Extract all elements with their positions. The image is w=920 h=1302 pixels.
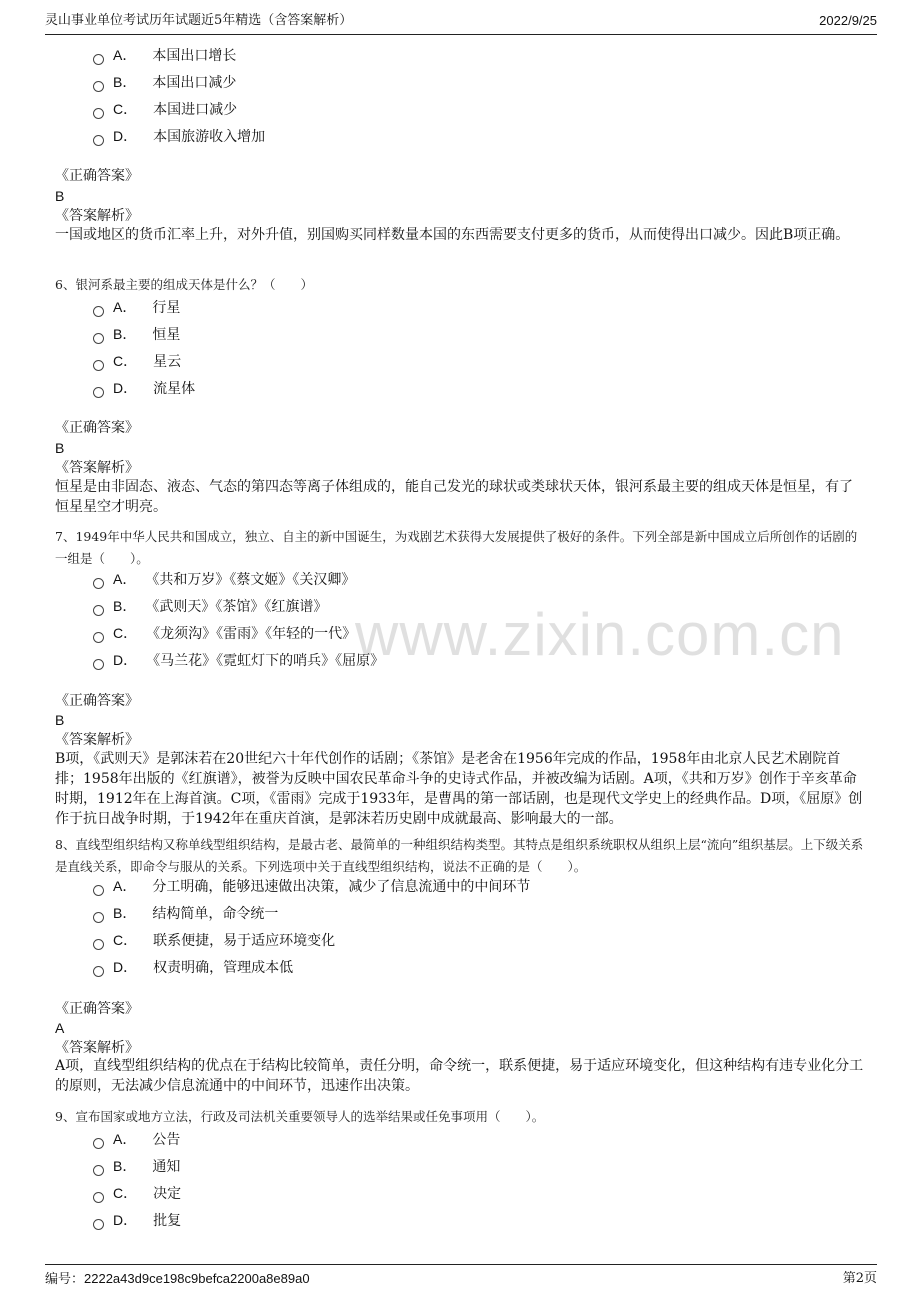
correct-answer-label: 《正确答案》 <box>55 693 139 709</box>
radio-icon[interactable] <box>93 659 104 670</box>
q7-explanation: B项，《武则天》是郭沫若在20世纪六十年代创作的话剧；《茶馆》是老舍在1956年完成的作品，1958年由北京人民艺术剧院首排；1958年出版的《红旗谱》，被誉为反映中国农民革命斗争的史诗式作品，并被改编为话剧。A项，《共和万岁》创作于辛亥革命时期，1912年在上海首演。C项，《雷雨》完成于1933年，是曹禺的第一部话剧，也是现代文学史上的经典作品。D项，《屈原》创作于抗日战争时期，于1942年在重庆首演，是郭沫若历史剧中成就最高、影响最大的一部。 <box>55 751 863 827</box>
radio-icon[interactable] <box>93 1219 104 1230</box>
radio-icon[interactable] <box>93 912 104 923</box>
radio-icon[interactable] <box>93 1192 104 1203</box>
q7-answer: B <box>55 712 65 728</box>
radio-icon[interactable] <box>93 54 104 65</box>
radio-icon[interactable] <box>93 939 104 950</box>
radio-icon[interactable] <box>93 1165 104 1176</box>
radio-icon[interactable] <box>93 108 104 119</box>
page-header <box>45 8 877 35</box>
q8-option-b[interactable]: B． 结构简单，命令统一 <box>93 902 278 926</box>
q9-option-d[interactable]: D． 批复 <box>93 1209 181 1233</box>
q6-answer: B <box>55 440 65 456</box>
page-footer <box>45 1264 877 1293</box>
radio-icon[interactable] <box>93 135 104 146</box>
radio-icon[interactable] <box>93 306 104 317</box>
radio-icon[interactable] <box>93 81 104 92</box>
code-value: 2222a43d9ce198c9befca2200a8e89a0 <box>84 1271 310 1286</box>
q9-question: 9、宣布国家或地方立法，行政及司法机关重要领导人的选举结果或任免事项用（ ）。 <box>55 1109 545 1124</box>
radio-icon[interactable] <box>93 632 104 643</box>
radio-icon[interactable] <box>93 605 104 616</box>
page-number: 第2页 <box>842 1271 877 1286</box>
q6-option-c[interactable]: C． 星云 <box>93 350 181 374</box>
watermark: www.zixin.com.cn <box>355 601 845 668</box>
radio-icon[interactable] <box>93 1138 104 1149</box>
q5-option-a[interactable]: A． 本国出口增长 <box>93 44 236 68</box>
document-code <box>45 1265 310 1294</box>
q5-answer: B <box>55 188 65 204</box>
explanation-label: 《答案解析》 <box>55 208 139 224</box>
correct-answer-label: 《正确答案》 <box>55 420 139 436</box>
code-label: 编号： <box>45 1272 85 1287</box>
radio-icon[interactable] <box>93 885 104 896</box>
radio-icon[interactable] <box>93 360 104 371</box>
q6-option-b[interactable]: B． 恒星 <box>93 323 180 347</box>
q8-option-a[interactable]: A． 分工明确，能够迅速做出决策，减少了信息流通中的中间环节 <box>93 875 530 899</box>
explanation-label: 《答案解析》 <box>55 460 139 476</box>
q8-option-d[interactable]: D． 权责明确，管理成本低 <box>93 956 293 980</box>
q9-option-c[interactable]: C． 决定 <box>93 1182 181 1206</box>
q7-option-c[interactable]: C． 《龙须沟》《雷雨》《年轻的一代》 <box>93 622 356 646</box>
correct-answer-label: 《正确答案》 <box>55 1001 139 1017</box>
radio-icon[interactable] <box>93 333 104 344</box>
q7-question: 7、1949年中华人民共和国成立，独立、自主的新中国诞生，为戏剧艺术获得大发展提供了极好的条件。下列全部是新中国成立后所创作的话剧的一组是（ ）。 <box>55 529 858 566</box>
q6-question: 6、银河系最主要的组成天体是什么？（ ） <box>55 277 313 292</box>
correct-answer-label: 《正确答案》 <box>55 168 139 184</box>
q6-explanation: 恒星是由非固态、液态、气态的第四态等离子体组成的，能自己发光的球状或类球状天体，银河系最主要的组成天体是恒星，有了恒星星空才明亮。 <box>55 479 853 515</box>
radio-icon[interactable] <box>93 966 104 977</box>
q6-option-a[interactable]: A． 行星 <box>93 296 180 320</box>
explanation-label: 《答案解析》 <box>55 1040 139 1056</box>
q8-option-c[interactable]: C． 联系便捷，易于适应环境变化 <box>93 929 335 953</box>
q8-answer: A <box>55 1020 65 1036</box>
q5-option-c[interactable]: C． 本国进口减少 <box>93 98 237 122</box>
radio-icon[interactable] <box>93 387 104 398</box>
q6-option-d[interactable]: D． 流星体 <box>93 377 195 401</box>
q7-option-d[interactable]: D． 《马兰花》《霓虹灯下的哨兵》《屈原》 <box>93 649 384 673</box>
q5-option-b[interactable]: B． 本国出口减少 <box>93 71 236 95</box>
q8-question: 8、直线型组织结构又称单线型组织结构，是最古老、最简单的一种组织结构类型。其特点是组织系统职权从组织上层“流向”组织基层。上下级关系是直线关系，即命令与服从的关系。下列选项中关于直线型组织结构，说法不正确的是（ ）。 <box>55 837 864 874</box>
radio-icon[interactable] <box>93 578 104 589</box>
q7-option-a[interactable]: A． 《共和万岁》《蔡文姬》《关汉卿》 <box>93 568 355 592</box>
document-date: 2022/9/25 <box>819 13 877 28</box>
q9-option-b[interactable]: B． 通知 <box>93 1155 180 1179</box>
document-title: 灵山事业单位考试历年试题近5年精选（含答案解析） <box>45 13 353 28</box>
q5-option-d[interactable]: D． 本国旅游收入增加 <box>93 125 265 149</box>
q7-option-b[interactable]: B． 《武则天》《茶馆》《红旗谱》 <box>93 595 327 619</box>
q5-explanation: 一国或地区的货币汇率上升，对外升值，别国购买同样数量本国的东西需要支付更多的货币，从而使得出口减少。因此B项正确。 <box>55 227 850 243</box>
explanation-label: 《答案解析》 <box>55 732 139 748</box>
q8-explanation: A项，直线型组织结构的优点在于结构比较简单，责任分明，命令统一，联系便捷，易于适应环境变化，但这种结构有违专业化分工的原则，无法减少信息流通中的中间环节，迅速作出决策。 <box>55 1058 864 1094</box>
q9-option-a[interactable]: A． 公告 <box>93 1128 180 1152</box>
